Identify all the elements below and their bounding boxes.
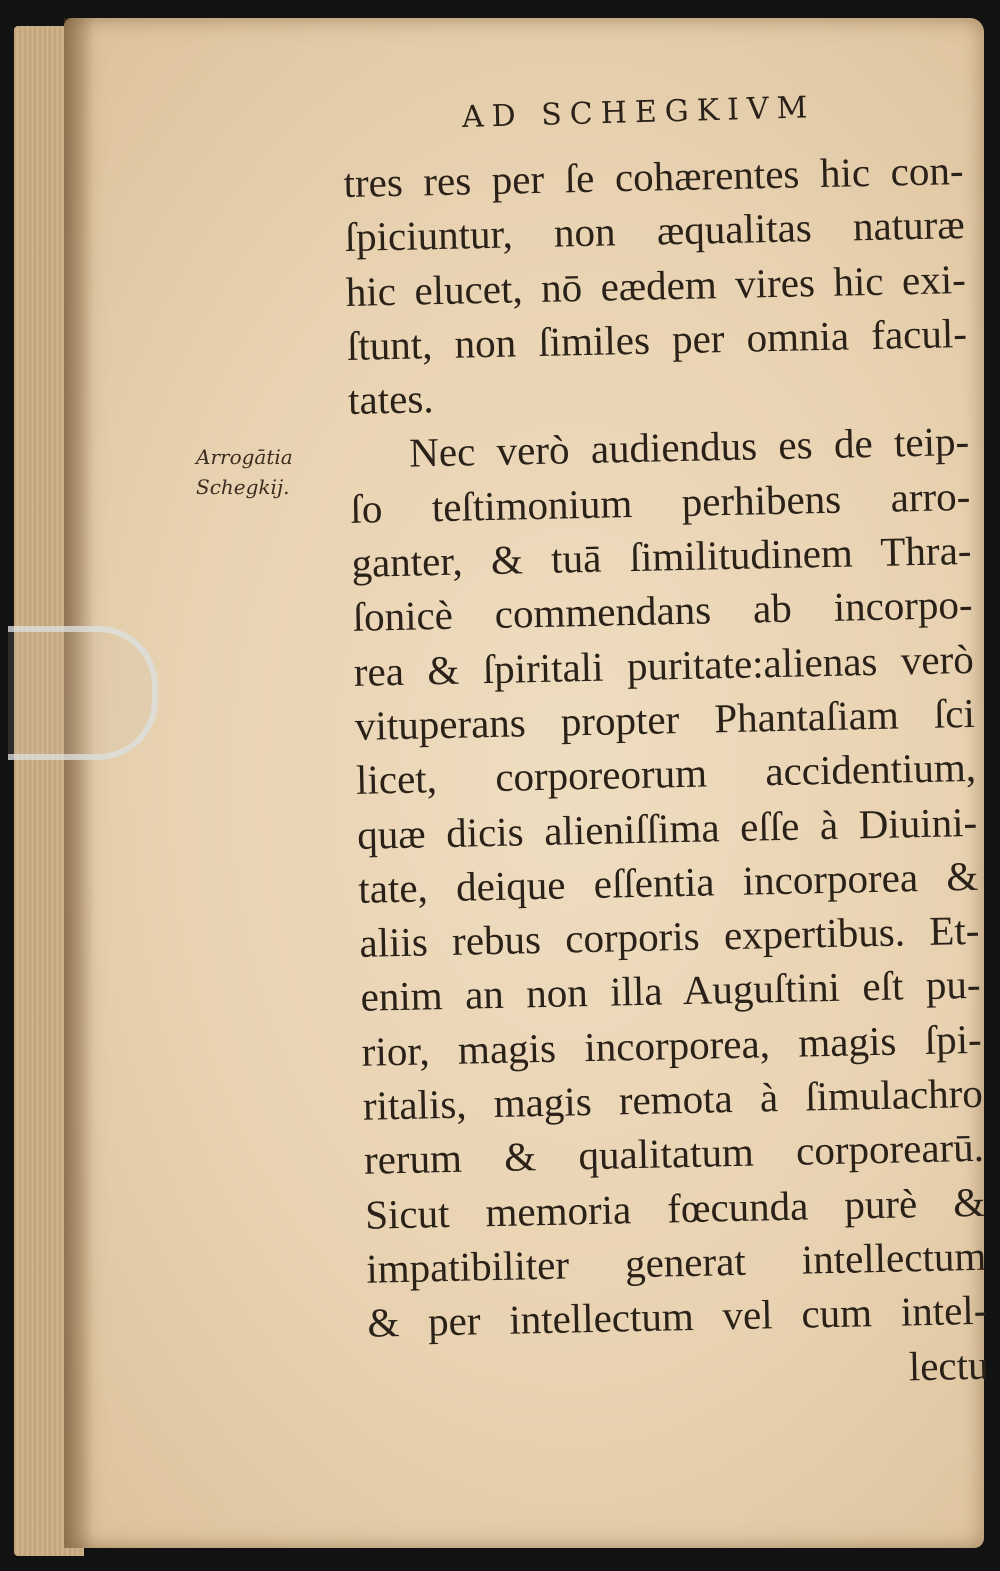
text-line: tres res per ſe cohærentes hic con- xyxy=(343,147,964,206)
text-line: ſtunt, non ſimiles per omnia facul- xyxy=(346,309,968,369)
text-line: quæ dicis alieniſſima eſſe à Diuini- xyxy=(356,798,978,858)
catchword: lectu xyxy=(908,1341,989,1389)
text-line: tates. xyxy=(347,375,434,424)
text-line: licet, corporeorum accidentium, xyxy=(355,744,977,804)
text-line: ritalis, magis remota à ſimulachro xyxy=(362,1069,984,1129)
margin-note-line-1: Arrogātia xyxy=(196,445,293,469)
margin-note xyxy=(196,442,293,502)
text-line: rerum & qualitatum corporearū. xyxy=(363,1124,985,1184)
text-line: tate, deique eſſentia incorporea & xyxy=(357,852,979,912)
text-line: hic elucet, nō eædem vires hic exi- xyxy=(345,255,967,315)
text-line: rea & ſpiritali puritate:alienas verò xyxy=(353,635,975,695)
text-line: Sicut memoria fœcunda purè & xyxy=(364,1178,986,1238)
text-line: ſpiciuntur, non æqualitas naturæ xyxy=(344,201,966,261)
body-text xyxy=(343,143,989,1405)
text-line: ſonicè commendans ab incorpo- xyxy=(352,581,974,641)
text-line: aliis rebus corporis expertibus. Et- xyxy=(359,907,980,966)
text-line: rior, magis incorporea, magis ſpi- xyxy=(361,1015,983,1075)
text-line: & per intellectum vel cum intel- xyxy=(366,1286,988,1346)
text-line: ſo teſtimonium perhibens arro- xyxy=(349,472,971,532)
page-clip-icon xyxy=(8,626,158,760)
text-line: vituperans propter Phantaſiam ſci xyxy=(354,689,976,749)
text-line: ganter, & tuā ſimilitudinem Thra- xyxy=(351,527,972,586)
margin-note-line-2: Schegkij. xyxy=(196,475,290,499)
running-title: AD SCHEGKIVM xyxy=(461,90,816,135)
page-gutter-shadow xyxy=(64,18,94,1548)
text-line: impatibiliter generat intellectum xyxy=(365,1232,987,1292)
text-line: Nec verò audiendus es de teip- xyxy=(408,418,970,477)
text-line: enim an non illa Auguſtini eſt pu- xyxy=(360,961,981,1021)
